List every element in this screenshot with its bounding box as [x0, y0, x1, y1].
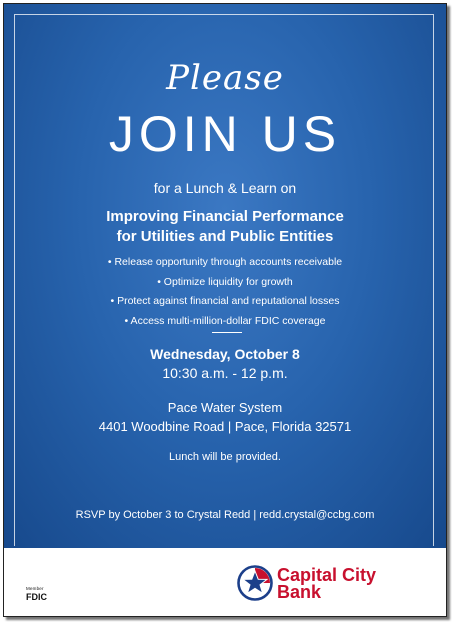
- venue-name: Pace Water System: [167, 400, 283, 415]
- bank-name-line-1: Capital City: [277, 565, 377, 585]
- event-intro: for a Lunch & Learn on: [153, 180, 297, 196]
- benefit-item: • Protect against financial and reputational losses: [110, 295, 340, 307]
- venue-address: 4401 Woodbine Road | Pace, Florida 32571: [98, 419, 352, 434]
- star-in-circle-logo-icon: [237, 565, 273, 601]
- event-date: Wednesday, October 8: [150, 346, 300, 362]
- join-us-heading: JOIN US: [108, 106, 342, 162]
- rsvp-line: RSVP by October 3 to Crystal Redd | redd.crystal@ccbg.com: [75, 509, 375, 521]
- event-time: 10:30 a.m. - 12 p.m.: [162, 365, 288, 381]
- footer: [4, 548, 446, 616]
- fdic-label: FDIC: [26, 592, 47, 602]
- lunch-note: Lunch will be provided.: [169, 451, 281, 463]
- benefit-list: [4, 253, 446, 331]
- invitation-flyer: [3, 3, 447, 617]
- fdic-member-label: Member: [26, 586, 44, 591]
- capital-city-bank-logo: [237, 565, 407, 605]
- fdic-badge: [26, 585, 47, 601]
- event-venue: [4, 398, 446, 436]
- benefit-item: • Optimize liquidity for growth: [157, 275, 293, 288]
- benefit-item: • Release opportunity through accounts receivable: [107, 256, 343, 268]
- bank-name: [277, 567, 376, 601]
- divider: [212, 332, 242, 333]
- bank-name-line-2: Bank: [277, 582, 322, 602]
- benefit-item: • Access multi-million-dollar FDIC coverage: [124, 314, 326, 327]
- please-heading: Please: [166, 58, 284, 98]
- event-headline: [4, 207, 446, 247]
- headline-line-1: Improving Financial Performance: [106, 208, 344, 225]
- headline-line-2: for Utilities and Public Entities: [116, 228, 334, 245]
- invitation-panel: [4, 4, 446, 548]
